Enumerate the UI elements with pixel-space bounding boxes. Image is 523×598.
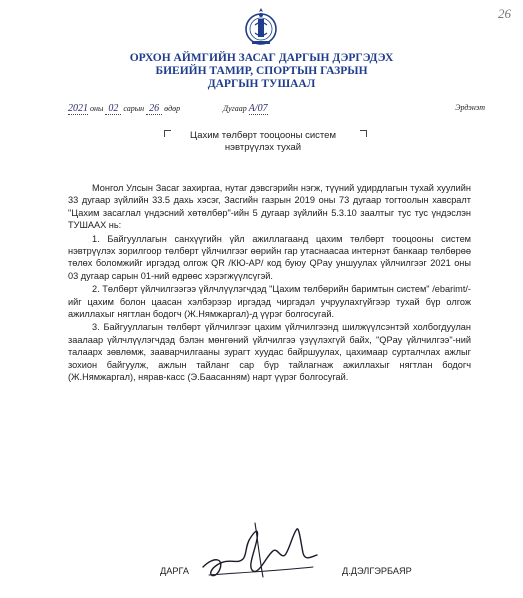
page-number: 26 — [498, 6, 511, 21]
number-value: А/07 — [248, 103, 268, 114]
number-label: Дугаар — [223, 104, 247, 113]
date-day-suffix: өдөр — [164, 104, 181, 113]
body-item-1: 1. Байгууллагын санхүүгийн үйл ажиллагаанд цахим төлбөрт тооцооны систем нэвтрүүлэх зорилгоор төлбөрт үйлчилгээг өөрийн гар утаснаасаа интернэт банкаар төлбөрөө төлөх боломжийг иргэдэд олгож QR /КЮ-АР/ код буюу QPay уншуулах үйлчилгээг 2021 оны 03 дугаар сарын 01-ний өдрөөс хэрэгжүүлсүгэй. — [68, 233, 471, 281]
date-year-suffix: оны — [90, 104, 104, 113]
body-item-2: 2. Төлбөрт үйлчилгээгээ үйлчлүүлэгчдэд "Цахим төлбөрийн баримтын систем" /ebarimt/-ийг цахим болон цаасан хэлбэрээр иргэдэд чиргэдэл учруулахгүйгээр тухай бүр олгож ажиллахыг нягтлан бодогч (Ж.Нямжаргал)-д үүрэг болгосугай. — [68, 284, 471, 320]
document-date — [68, 103, 180, 115]
subject-line1: Цахим төлбөрт тооцооны систем — [189, 130, 336, 141]
subject-bracket-right — [360, 130, 367, 137]
document-header — [0, 52, 523, 91]
date-month: 02 — [105, 103, 121, 115]
body-item-3: 3. Байгууллагын төлбөрт үйлчилгээг цахим үйлчилгээнд шилжүүлсэнтэй холбогдуулан заалаар үйлчлүүлэгчдэд бэлэн мөнгөний үйлчилгээ үзүүлэхгүй байх, "QPay үйлчилгээ"-ний талаарх зөвлөмж, зааварчилгааны зурагт хуудас байршуулах, цахимаар сурталчлах ажлыг зохион байгуулж, ажлын тайланг сар бүр тайлагнаж ажиллахыг нягтлан бодогч (Ж.Нямжаргал), нярав-касс (Э.Баасанням) нарт үүрэг болгосугай. — [68, 322, 471, 383]
body-intro-paragraph: Монгол Улсын Засаг захиргаа, нутаг дэвсгэрийн нэгж, түүний удирдлагын тухай хуулийн 33 дугаар зүйлийн 33.5 дахь хэсэг, Засгийн газрын 2019 оны 73 дугаар тогтоолын хавсралт "Цахим засаглал үндэсний хөтөлбөр"-ийн 5 дугаар зүйлийн 5.3.10 заалтыг тус тус үндэслэн ТУШААХ нь: — [68, 183, 471, 231]
header-document-type: ДАРГЫН ТУШААЛ — [207, 78, 316, 90]
handwritten-signature-icon — [185, 515, 335, 587]
header-organization-line2: БИЕИЙН ТАМИР, СПОРТЫН ГАЗРЫН — [155, 65, 368, 77]
document-number — [223, 103, 268, 115]
header-organization-line1: ОРХОН АЙМГИЙН ЗАСАГ ДАРГЫН ДЭРГЭДЭХ — [129, 52, 394, 64]
signatory-name: Д.ДЭЛГЭРБАЯР — [342, 566, 412, 576]
document-place: Эрдэнэт — [455, 103, 485, 112]
date-month-suffix: сарын — [123, 104, 145, 113]
date-year: 2021 — [68, 103, 88, 114]
subject-line2: нэвтрүүлэх тухай — [224, 142, 302, 153]
document-body — [68, 182, 471, 385]
state-emblem-icon — [244, 5, 278, 47]
signatory-title: ДАРГА — [160, 566, 189, 576]
document-subject — [168, 130, 358, 154]
date-day: 26 — [146, 103, 162, 115]
